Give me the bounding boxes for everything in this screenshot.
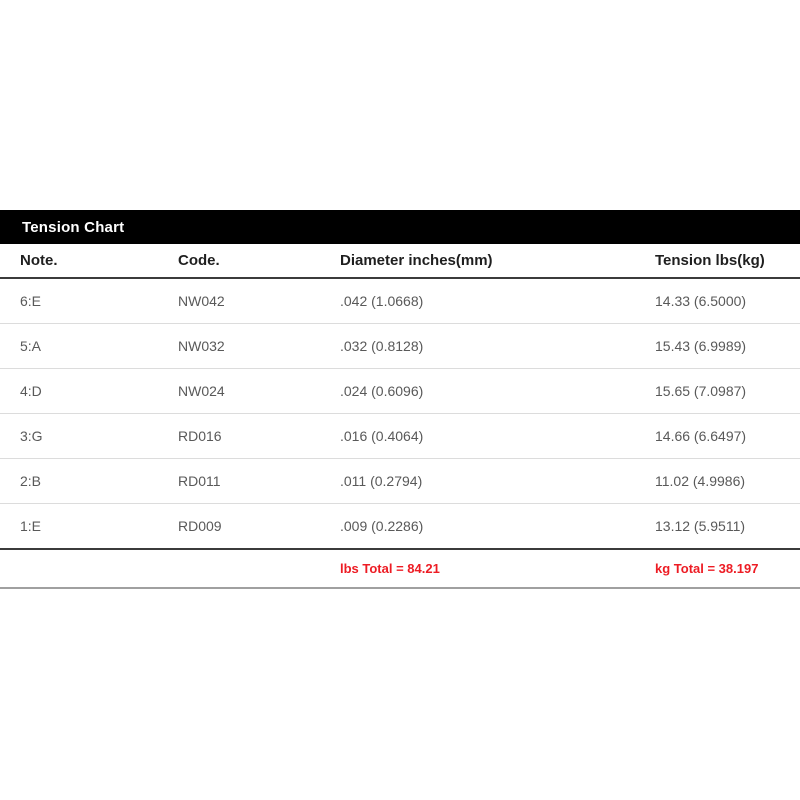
cell-note: 4:D <box>20 383 42 399</box>
cell-note: 1:E <box>20 518 42 534</box>
cell-note: 3:G <box>20 428 43 444</box>
cell-diameter: .011 (0.2794) <box>340 473 423 489</box>
table-body <box>0 279 800 550</box>
cell-diameter: .024 (0.6096) <box>340 383 424 399</box>
column-header-row <box>0 244 800 279</box>
cell-tension: 15.65 (7.0987) <box>655 383 747 399</box>
cell-note: 2:B <box>20 473 42 489</box>
cell-note: 5:A <box>20 338 42 354</box>
column-header-code: Code. <box>178 252 220 269</box>
cell-code: NW032 <box>178 338 225 354</box>
cell-tension: 11.02 (4.9986) <box>655 473 746 489</box>
cell-code: NW024 <box>178 383 225 399</box>
cell-code: RD016 <box>178 428 222 444</box>
cell-tension: 14.33 (6.5000) <box>655 293 747 309</box>
tension-chart-table <box>0 210 800 589</box>
column-header-note: Note. <box>20 252 58 269</box>
table-title-bar <box>0 210 800 244</box>
table-row <box>0 369 800 414</box>
table-row <box>0 414 800 459</box>
cell-tension: 13.12 (5.9511) <box>655 518 746 534</box>
cell-tension: 14.66 (6.6497) <box>655 428 747 444</box>
cell-note: 6:E <box>20 293 42 309</box>
cell-code: RD011 <box>178 473 221 489</box>
column-header-tension: Tension lbs(kg) <box>655 252 765 269</box>
cell-code: RD009 <box>178 518 222 534</box>
cell-diameter: .032 (0.8128) <box>340 338 424 354</box>
cell-diameter: .042 (1.0668) <box>340 293 424 309</box>
cell-tension: 15.43 (6.9989) <box>655 338 747 354</box>
table-row <box>0 459 800 504</box>
cell-diameter: .009 (0.2286) <box>340 518 424 534</box>
cell-code: NW042 <box>178 293 225 309</box>
column-header-diameter: Diameter inches(mm) <box>340 252 493 269</box>
table-row <box>0 324 800 369</box>
cell-diameter: .016 (0.4064) <box>340 428 424 444</box>
kg-total: kg Total = 38.197 <box>655 561 759 576</box>
lbs-total: lbs Total = 84.21 <box>340 561 440 576</box>
table-row <box>0 504 800 548</box>
totals-row <box>0 550 800 589</box>
page-title: Tension Chart <box>22 218 125 236</box>
table-row <box>0 279 800 324</box>
